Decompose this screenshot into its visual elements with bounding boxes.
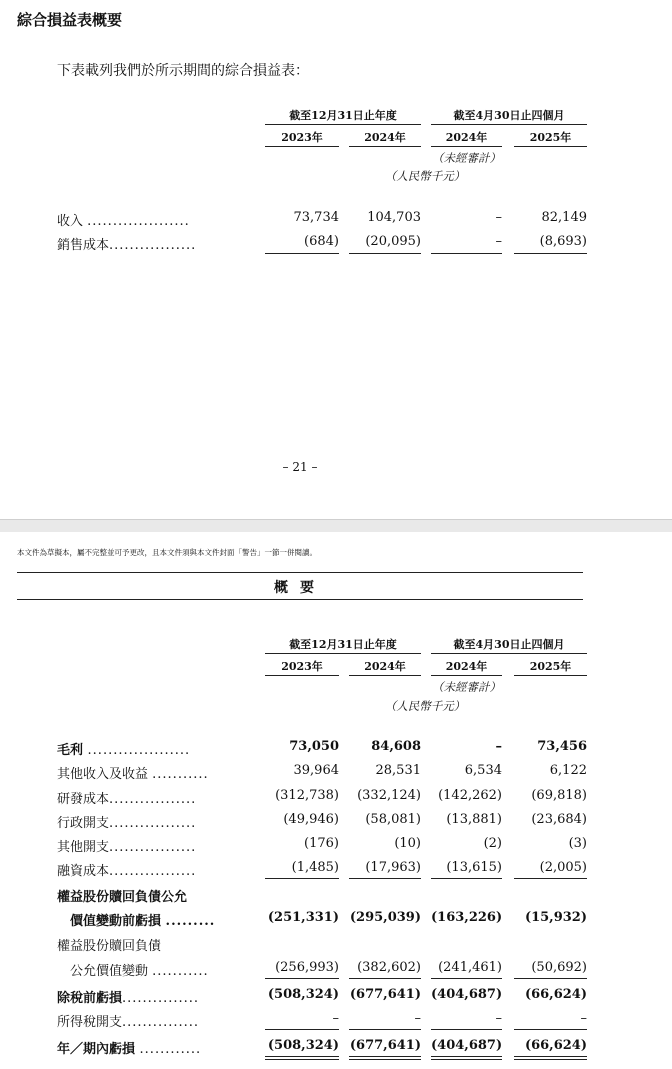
cell: (251,331) (267, 910, 339, 925)
header-rule (265, 124, 421, 125)
cell: (50,692) (531, 960, 587, 975)
year-rule (349, 675, 421, 676)
row-label: 行政開支................. (57, 816, 197, 831)
cell: (295,039) (349, 910, 421, 925)
total-rule (514, 253, 587, 254)
cell: (3) (568, 836, 587, 851)
cell: (15,932) (524, 910, 587, 925)
row-label: 其他開支................. (57, 840, 197, 855)
cell: 84,608 (371, 739, 421, 754)
unit-note: （人民幣千元） (384, 169, 466, 183)
year-header: 2023年 (281, 131, 323, 144)
year-rule (514, 675, 587, 676)
title-rule-bottom (17, 599, 583, 600)
cell: (66,624) (524, 987, 587, 1002)
cell: – (580, 1011, 587, 1026)
cell: (58,081) (365, 812, 421, 827)
double-rule (514, 1059, 587, 1060)
cell: (684) (304, 234, 339, 249)
cell: 28,531 (375, 763, 421, 778)
double-rule (514, 1056, 587, 1057)
row-label: 其他收入及收益 ........... (57, 767, 209, 782)
header-rule (265, 653, 421, 654)
double-rule (265, 1059, 339, 1060)
cell: (49,946) (283, 812, 339, 827)
cell: (404,687) (431, 1038, 503, 1053)
cell: (66,624) (524, 1038, 587, 1053)
cell: (241,461) (438, 960, 502, 975)
cell: – (495, 234, 502, 249)
header-group-four-months: 截至4月30日止四個月 (453, 638, 565, 651)
page-number: – 21 – (282, 460, 318, 474)
cell: 73,050 (289, 739, 339, 754)
unaudited-note: （未經審計） (432, 151, 501, 165)
summary-page (0, 532, 672, 1069)
header-rule (431, 124, 587, 125)
page-21 (0, 0, 672, 519)
cell: (1,485) (291, 860, 339, 875)
double-rule (431, 1056, 502, 1057)
year-header: 2025年 (529, 660, 572, 673)
section-title: 綜合損益表概要 (17, 11, 123, 29)
row-label: 收入 .................... (57, 214, 190, 229)
row-label: 銷售成本................. (57, 238, 197, 253)
row-label: 所得稅開支............... (57, 1015, 200, 1030)
cell: (8,693) (539, 234, 587, 249)
row-label: 除稅前虧損............... (57, 991, 200, 1006)
cell: (69,818) (531, 788, 587, 803)
cell: (17,963) (365, 860, 421, 875)
subtotal-rule (265, 878, 339, 879)
year-rule (431, 146, 502, 147)
subtotal-rule (514, 1029, 587, 1030)
cell: (2,005) (539, 860, 587, 875)
cell: (13,615) (446, 860, 502, 875)
year-rule (349, 146, 421, 147)
cell: 104,703 (367, 210, 421, 225)
cell: (20,095) (365, 234, 421, 249)
cell: (332,124) (357, 788, 421, 803)
year-rule (265, 675, 339, 676)
subtotal-rule (349, 878, 421, 879)
cell: (677,641) (349, 1038, 421, 1053)
cell: (382,602) (357, 960, 421, 975)
row-label: 融資成本................. (57, 864, 197, 879)
intro-text: 下表載列我們於所示期間的綜合損益表： (57, 63, 309, 79)
cell: – (414, 1011, 421, 1026)
cell: (13,881) (446, 812, 502, 827)
subtotal-rule (431, 878, 502, 879)
unit-note: （人民幣千元） (384, 699, 466, 713)
cell: (312,738) (275, 788, 339, 803)
cell: (508,324) (267, 987, 339, 1002)
subtotal-rule (265, 978, 339, 979)
cell: – (495, 210, 502, 225)
subtotal-rule (265, 1029, 339, 1030)
subtotal-rule (431, 1029, 502, 1030)
year-header: 2024年 (445, 660, 488, 673)
cell: (508,324) (267, 1038, 339, 1053)
cell: (2) (483, 836, 502, 851)
double-rule (431, 1059, 502, 1060)
cell: (404,687) (431, 987, 503, 1002)
summary-title: 概要 (274, 580, 326, 596)
cell: 73,456 (537, 739, 587, 754)
row-label: 研發成本................. (57, 792, 197, 807)
year-header: 2024年 (445, 131, 488, 144)
year-rule (265, 146, 339, 147)
cell: – (495, 739, 502, 754)
cell: (142,262) (438, 788, 502, 803)
year-rule (514, 146, 587, 147)
unaudited-note: （未經審計） (432, 680, 501, 694)
total-rule (265, 253, 339, 254)
double-rule (265, 1056, 339, 1057)
cell: (10) (394, 836, 421, 851)
subtotal-rule (349, 1029, 421, 1030)
cell: (256,993) (275, 960, 339, 975)
header-group-year: 截至12月31日止年度 (289, 638, 397, 651)
title-rule-top (17, 572, 583, 573)
header-group-year: 截至12月31日止年度 (289, 109, 397, 122)
cell: 6,534 (464, 763, 502, 778)
year-header: 2025年 (529, 131, 572, 144)
page-separator (0, 519, 672, 533)
cell: 39,964 (293, 763, 339, 778)
double-rule (349, 1059, 421, 1060)
year-rule (431, 675, 502, 676)
cell: (677,641) (349, 987, 421, 1002)
row-label: 權益股份贖回負債公允 (57, 890, 188, 905)
cell: – (495, 1011, 502, 1026)
cell: 73,734 (293, 210, 339, 225)
cell: (163,226) (431, 910, 503, 925)
row-label: 價值變動前虧損 ......... (57, 914, 216, 929)
header-rule (431, 653, 587, 654)
cell: (23,684) (531, 812, 587, 827)
cell: 82,149 (541, 210, 587, 225)
cell: (176) (304, 836, 339, 851)
subtotal-rule (431, 978, 502, 979)
year-header: 2023年 (281, 660, 323, 673)
cell: – (332, 1011, 339, 1026)
total-rule (431, 253, 502, 254)
subtotal-rule (349, 978, 421, 979)
draft-notice: 本文件為草擬本，屬不完整並可予更改，且本文件須與本文件封面「警告」一節一併閱讀。 (17, 548, 317, 557)
subtotal-rule (514, 878, 587, 879)
year-header: 2024年 (364, 131, 406, 144)
year-header: 2024年 (364, 660, 406, 673)
cell: 6,122 (549, 763, 587, 778)
header-group-four-months: 截至4月30日止四個月 (453, 109, 565, 122)
subtotal-rule (514, 978, 587, 979)
total-rule (349, 253, 421, 254)
row-label: 權益股份贖回負債 (57, 939, 162, 954)
double-rule (349, 1056, 421, 1057)
row-label: 毛利 .................... (57, 743, 191, 758)
row-label: 公允價值變動 ........... (57, 964, 209, 979)
row-label: 年／期內虧損 ............ (57, 1042, 202, 1057)
